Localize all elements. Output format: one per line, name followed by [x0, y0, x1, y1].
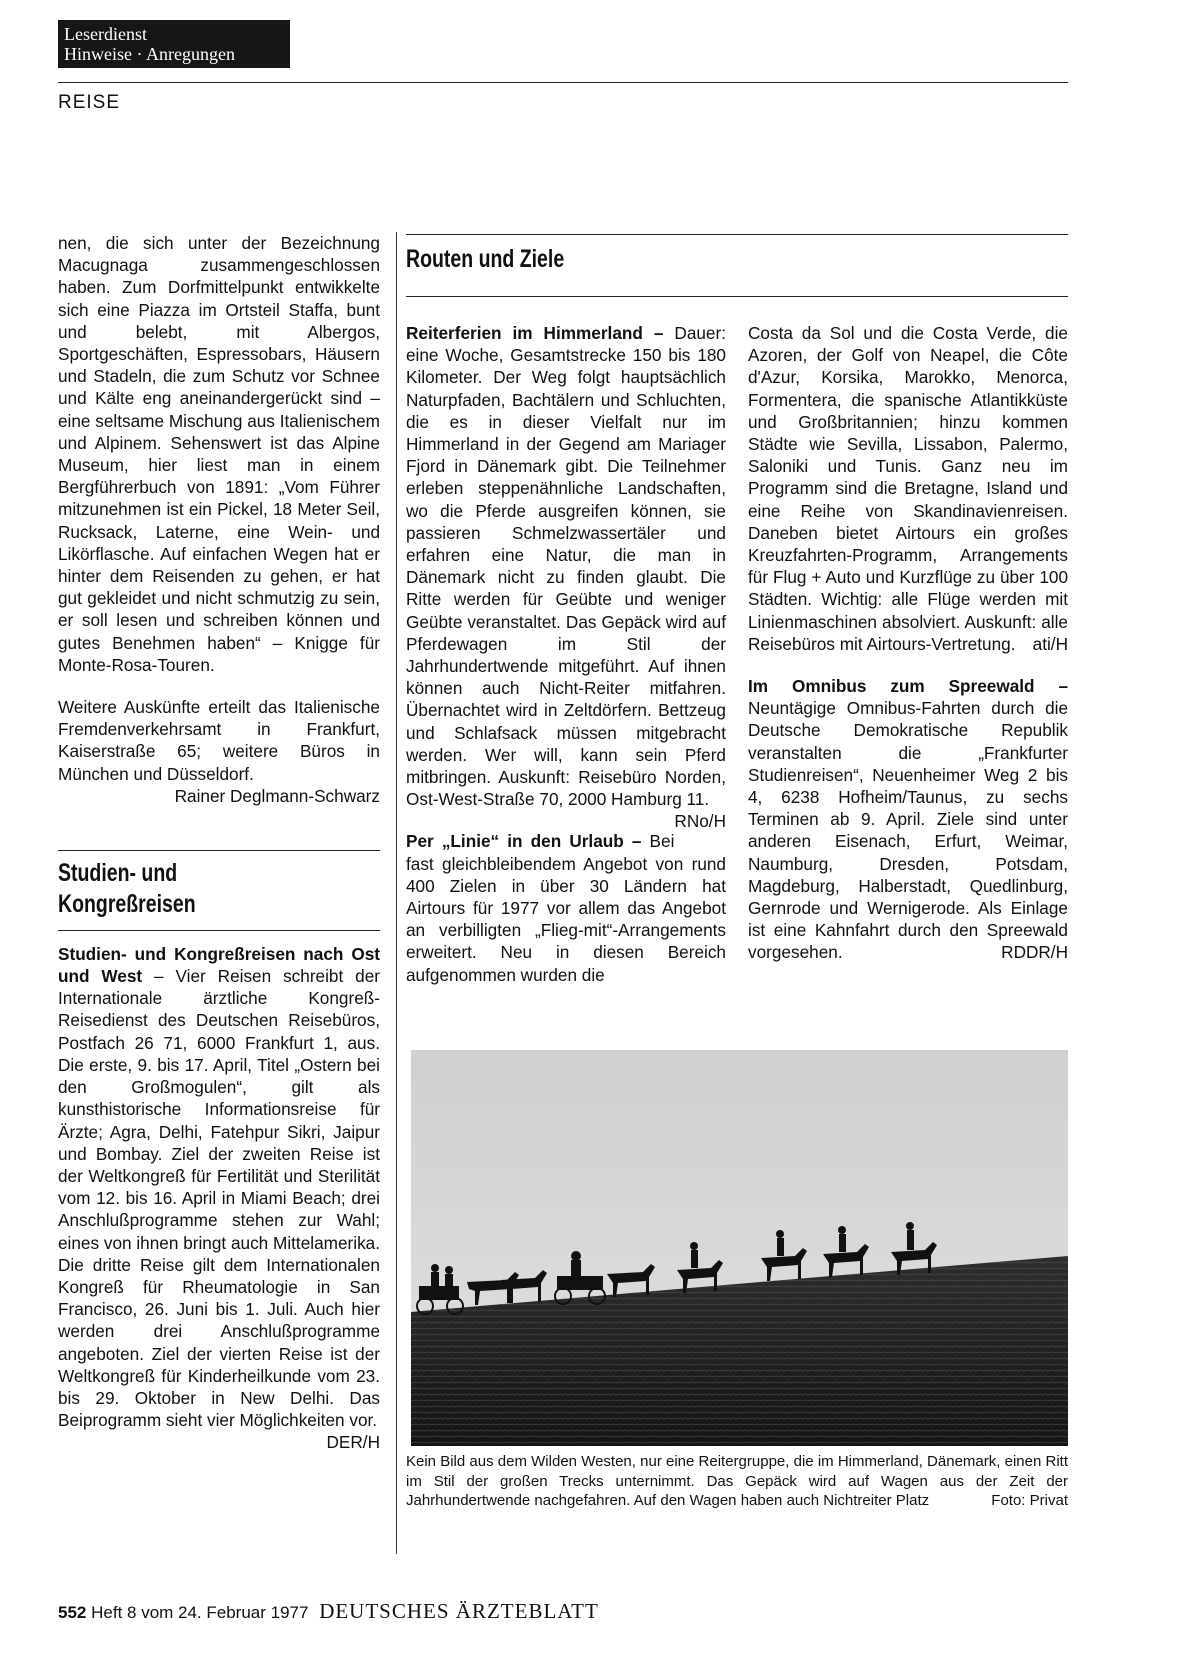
info-text: Weitere Auskünfte erteilt das Italienische Fremdenverkehrsamt in Frankfurt, Kaiserstraße 65; weitere Büros in München und Düsseldorf. — [58, 697, 380, 784]
column-2 — [406, 322, 726, 986]
study-paragraph — [58, 943, 380, 1453]
section-title: REISE — [58, 92, 121, 113]
rider-group-photo — [411, 1050, 1068, 1446]
reiterferien-text: Dauer: eine Woche, Gesamtstrecke 150 bis 180 Kilometer. Der Weg folgt hauptsächlich Naturpfaden, Bachtälern und Schluchten, die es in dieser Vielfalt nur im Himmerland in der Gegend am Mariager Fjord in Dänemark gibt. Die Teilnehmer erleben steppenähnliche Landschaften, wo die Pferde ausgreifen können, sie passieren Schmelzwassertäler und erfahren eine Natur, die man in Dänemark nicht zu finden glaubt. Die Ritte werden für Geübte und weniger Geübte veranstaltet. Das Gepäck wird auf Pferdewagen im Stil der Jahrhundertwende mitgeführt. Auf ihnen können auch Nicht-Reiter mitfahren. Übernachtet wird in Zeltdörfern. Bettzeug und Schlafsack müssen mitgebracht werden. Wer will, kann sein Pferd mitbringen. Auskunft: Reisebüro Norden, Ost-West-Straße 70, 2000 Hamburg 11. — [406, 323, 726, 810]
magazine-name: DEUTSCHES ÄRZTEBLATT — [319, 1599, 599, 1623]
linie-continued-paragraph — [748, 322, 1068, 655]
linie-signature: ati/H — [1032, 633, 1068, 654]
photo-caption-text: Kein Bild aus dem Wilden Westen, nur eine Reitergruppe, die im Himmerland, Dänemark, einen Ritt im Stil der großen Trecks unternimmt. Das Gepäck wird auf Wagen aus der Zeit der Jahrhundertwende nachgefahren. Auf den Wagen haben auch Nichtreiter Platz — [406, 1453, 1068, 1509]
page-footer — [58, 1599, 599, 1624]
badge-line-1: Leserdienst — [64, 24, 147, 44]
study-heading-line-1: Studien- und — [58, 859, 178, 887]
study-lead: Studien- und Kongreßreisen nach Ost und West — [58, 943, 380, 987]
linie-paragraph — [406, 830, 726, 985]
photo-credit: Foto: Privat — [991, 1492, 1068, 1509]
study-heading-line-2: Kongreßreisen — [58, 890, 196, 918]
omnibus-text: Neuntägige Omnibus-Fahrten durch die Deutsche Demokratische Republik veranstalten die „Frankfurter Studienreisen“, Neuenheimer Weg 2 bis 4, 6238 Hofheim/Taunus, zu sechs Terminen ab 9. April. Ziele sind unter anderen Eisenach, Erfurt, Weimar, Naumburg, Dresden, Potsdam, Magdeburg, Halberstadt, Quedlinburg, Gernrode und Wernigerode. Als Einlage ist eine Kahnfahrt durch den Spreewald vorgesehen. — [748, 698, 1068, 963]
study-heading-rule-bottom — [58, 930, 380, 931]
info-author: Rainer Deglmann-Schwarz — [174, 785, 380, 806]
column-3 — [748, 322, 1068, 964]
linie-text: Bei fast gleichbleibendem Angebot von rund 400 Zielen in über 30 Ländern hat Airtours für 1977 vor allem das Angebot an verbilligten „Flieg-mit“-Arrangements erweitert. Neu in diesen Bereich aufgenommen wurden die — [406, 831, 726, 985]
badge-line-2: Hinweise · Anregungen — [64, 44, 235, 64]
omnibus-signature: RDDR/H — [1001, 942, 1068, 963]
reiterferien-lead: Reiterferien im Himmerland – — [406, 323, 664, 343]
routes-heading: Routen und Ziele — [406, 245, 565, 273]
photo-caption — [406, 1452, 1068, 1511]
study-heading-rule-top — [58, 850, 380, 851]
column-1 — [58, 232, 380, 1454]
study-text: – Vier Reisen schreibt der Internationale ärztliche Kongreß-Reisedienst des Deutschen Reisebüros, Postfach 26 71, 6000 Frankfurt 1, aus. Die erste, 9. bis 17. April, Titel „Ostern bei den Großmogulen“, gilt als kunsthistorische Informationsreise für Ärzte; Agra, Delhi, Fatehpur Sikri, Jaipur und Bombay. Ziel der zweiten Reise ist der Weltkongreß für Fertilität und Sterilität vom 12. bis 16. April in Miami Beach; drei Anschlußprogramme stehen zur Wahl; eines von ihnen bringt auch Mittelamerika. Die dritte Reise gilt dem Internationalen Kongreß für Rheumatologie in San Francisco, 26. Juni bis 1. Juli. Auch hier werden drei Anschlußprogramme angeboten. Ziel der vierten Reise ist der Weltkongreß für Kinderheilkunde vom 23. bis 29. Oktober in New Delhi. Das Beiprogramm sieht vier Möglichkeiten vor. — [58, 966, 380, 1431]
linie-continued-text: Costa da Sol und die Costa Verde, die Azoren, der Golf von Neapel, die Côte d'Azur, Korsika, Marokko, Menorca, Formentera, die spanische Atlantikküste und Großbritannien; hinzu kommen Städte wie Sevilla, Lissabon, Palermo, Saloniki und Tunis. Ganz neu im Programm sind die Bretagne, Island und eine Reihe von Skandinavienreisen. Daneben bietet Airtours ein großes Kreuzfahrten-Programm, Arrangements für Flug + Auto und Kurzflüge zu über 100 Städten. Wichtig: alle Flüge werden mit Linienmaschinen absolviert. Auskunft: alle Reisebüros mit Airtours-Vertretung. — [748, 323, 1068, 654]
leserdienst-badge — [58, 20, 290, 68]
routes-heading-rule-top — [406, 234, 1068, 235]
routes-heading-rule-bottom — [406, 296, 1068, 297]
study-signature: DER/H — [326, 1432, 380, 1453]
omnibus-paragraph — [748, 675, 1068, 964]
header-rule — [58, 82, 1068, 83]
linie-lead: Per „Linie“ in den Urlaub – — [406, 831, 642, 852]
reiterferien-paragraph — [406, 322, 726, 832]
rider-group-photo-image — [411, 1050, 1068, 1446]
issue-info: Heft 8 vom 24. Februar 1977 — [91, 1603, 309, 1622]
omnibus-lead: Im Omnibus zum Spreewald – — [748, 676, 1068, 697]
reiterferien-signature: RNo/H — [674, 811, 726, 832]
info-paragraph — [58, 696, 380, 806]
column-divider — [396, 232, 397, 1554]
page-number: 552 — [58, 1603, 87, 1622]
article-intro-text: nen, die sich unter der Bezeichnung Macugnaga zusammengeschlossen haben. Zum Dorfmittelpunkt entwikkelte sich eine Piazza im Ortsteil Staffa, bunt und belebt, mit Albergos, Sportgeschäften, Espressobars, Häusern und Stadeln, die zum Schutz vor Schnee und Kälte eng aneinandergerückt sind – eine seltsame Mischung aus Italienischem und Alpinem. Sehenswert ist das Alpine Museum, hier liest man in einem Bergführerbuch von 1891: „Vom Führer mitzunehmen ist ein Pickel, 18 Meter Seil, Rucksack, Laterne, eine Wein- und Likörflasche. Auf einfachen Wegen hat er hinter dem Reisenden zu gehen, er hat gut gekleidet und nicht schmutzig zu sein, er soll lesen und schreiben können und gutes Benehmen haben“ – Knigge für Monte-Rosa-Touren. — [58, 233, 380, 675]
study-heading — [58, 858, 196, 920]
